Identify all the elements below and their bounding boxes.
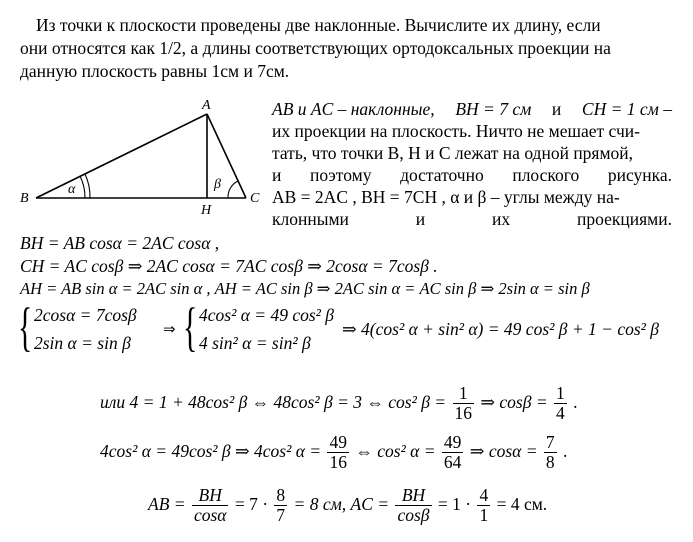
side-l4-b: поэтому xyxy=(309,165,372,185)
system-1-eq-a: 2cosα = 7cosβ xyxy=(34,305,137,325)
cos-alpha-line: 4cos² α = 49cos² β ⇒ 4cos² α = $\frac{49}{16}$ ⇔ cos² α = $\frac{49}{64}$ ⇒ cosα = $\frac{7}{8}$ . xyxy=(100,432,568,473)
cos-alpha-prefix: 4cos² α = 49cos² β ⇒ 4cos² α = xyxy=(100,441,322,461)
fraction-8-7: $\frac{8}{7}$ xyxy=(276,485,286,526)
cos-beta-line: или 4 = 1 + 48cos² β ⇔ 48cos² β = 3 ⇔ cos² β = $\frac{1}{16}$ ⇒ cosβ = $\frac{1}{4}$ . xyxy=(100,383,578,424)
segment-AC xyxy=(207,114,246,198)
equation-3: AH = AB sin α = 2AC sin α , AH = AC sin β ⇒ 2AC sin α = AC sin β ⇒ 2sin α = sin β xyxy=(20,279,590,298)
label-alpha: α xyxy=(68,182,76,197)
implies-arrow: ⇒ xyxy=(163,320,176,338)
fraction-bh-cosa: $\frac{BH}{\cos\alpha}$ xyxy=(193,485,227,526)
angle-alpha-arc-2 xyxy=(85,174,90,198)
side-l4-d: плоского xyxy=(512,165,580,185)
fraction-7-8: $\frac{7}{8}$ xyxy=(545,432,555,473)
cos-beta-prefix: или 4 = 1 + 48cos² β ⇔ 48cos² β = 3 ⇔ cos² β = xyxy=(100,392,447,412)
side-l1-a: AB и AC – наклонные, xyxy=(272,99,435,119)
fraction-49-64: $\frac{49}{64}$ xyxy=(443,432,462,473)
side-line-5: AB = 2AC , BH = 7CH , α и β – углы между на- xyxy=(272,187,620,207)
final-answer-line xyxy=(148,482,547,526)
side-l6-c: их xyxy=(492,209,511,229)
fraction-1-4: $\frac{1}{4}$ xyxy=(556,383,565,424)
cos-alpha-mid: ⇔ cos² α = xyxy=(355,441,436,461)
ab-mid: = 7 · xyxy=(234,494,269,514)
ac-mid: = 1 · xyxy=(437,494,472,514)
ac-post: = 4 см. xyxy=(496,494,548,514)
fraction-bh-cosb: $\frac{BH}{\cos\beta}$ xyxy=(397,485,430,526)
side-l1-b: BH = 7 см xyxy=(455,99,532,119)
label-H: H xyxy=(201,203,212,218)
label-C: C xyxy=(250,191,260,206)
system-2-eq-a: 4cos² α = 49 cos² β xyxy=(199,305,334,325)
side-l6-a: клонными xyxy=(272,209,349,229)
cos-alpha-mid2: ⇒ cosα = xyxy=(469,441,538,461)
problem-line-3: данную плоскость равны 1см и 7см. xyxy=(20,61,290,81)
cos-beta-eq: ⇒ cosβ = xyxy=(480,392,548,412)
system-2-brace: { xyxy=(183,297,198,357)
problem-line-2: они относятся как 1/2, а длины соответствующих ортодоксальных проекции на xyxy=(20,38,611,58)
fraction-4-1: $\frac{4}{1}$ xyxy=(479,485,489,526)
system-1-brace: { xyxy=(18,297,33,357)
side-line-6 xyxy=(272,208,672,230)
ab-post: = 8 см, AC = xyxy=(293,494,390,514)
side-l4-e: рисунка. xyxy=(607,165,672,185)
angle-beta-arc xyxy=(228,181,238,198)
system-1-eq-b: 2sin α = sin β xyxy=(34,333,131,353)
label-B: B xyxy=(20,191,29,206)
problem-line-1: Из точки к плоскости проведены две наклонные. Вычислите их длину, если xyxy=(36,15,601,35)
label-beta: β xyxy=(214,177,221,192)
side-l6-b: и xyxy=(415,209,426,229)
system-2-eq-b: 4 sin² α = sin² β xyxy=(199,333,311,353)
side-l1-c: и xyxy=(551,99,562,119)
side-line-3: тать, что точки B, H и C лежат на одной прямой, xyxy=(272,143,634,163)
side-line-2: их проекции на плоскость. Ничто не мешает счи- xyxy=(272,121,640,141)
segment-AB xyxy=(36,114,207,198)
label-A: A xyxy=(202,98,211,113)
side-line-4 xyxy=(272,164,672,186)
system-result: ⇒ 4(cos² α + sin² α) = 49 cos² β + 1 − cos² β xyxy=(342,319,659,339)
ab-prefix: AB = xyxy=(148,494,186,514)
equation-1: BH = AB cosα = 2AC cosα , xyxy=(20,233,220,253)
fraction-49-16: $\frac{49}{16}$ xyxy=(329,432,347,473)
side-l1-d: CH = 1 см – xyxy=(581,99,672,119)
triangle-figure xyxy=(14,96,274,220)
side-line-1 xyxy=(272,98,672,120)
side-l6-d: проекциями. xyxy=(577,209,672,229)
equation-2: CH = AC cosβ ⇒ 2AC cosα = 7AC cosβ ⇒ 2cosα = 7cosβ . xyxy=(20,256,438,276)
side-l4-c: достаточно xyxy=(400,165,484,185)
side-l4-a: и xyxy=(272,165,282,185)
angle-alpha-arc-1 xyxy=(80,176,85,198)
fraction-1-16: $\frac{1}{16}$ xyxy=(454,383,472,424)
